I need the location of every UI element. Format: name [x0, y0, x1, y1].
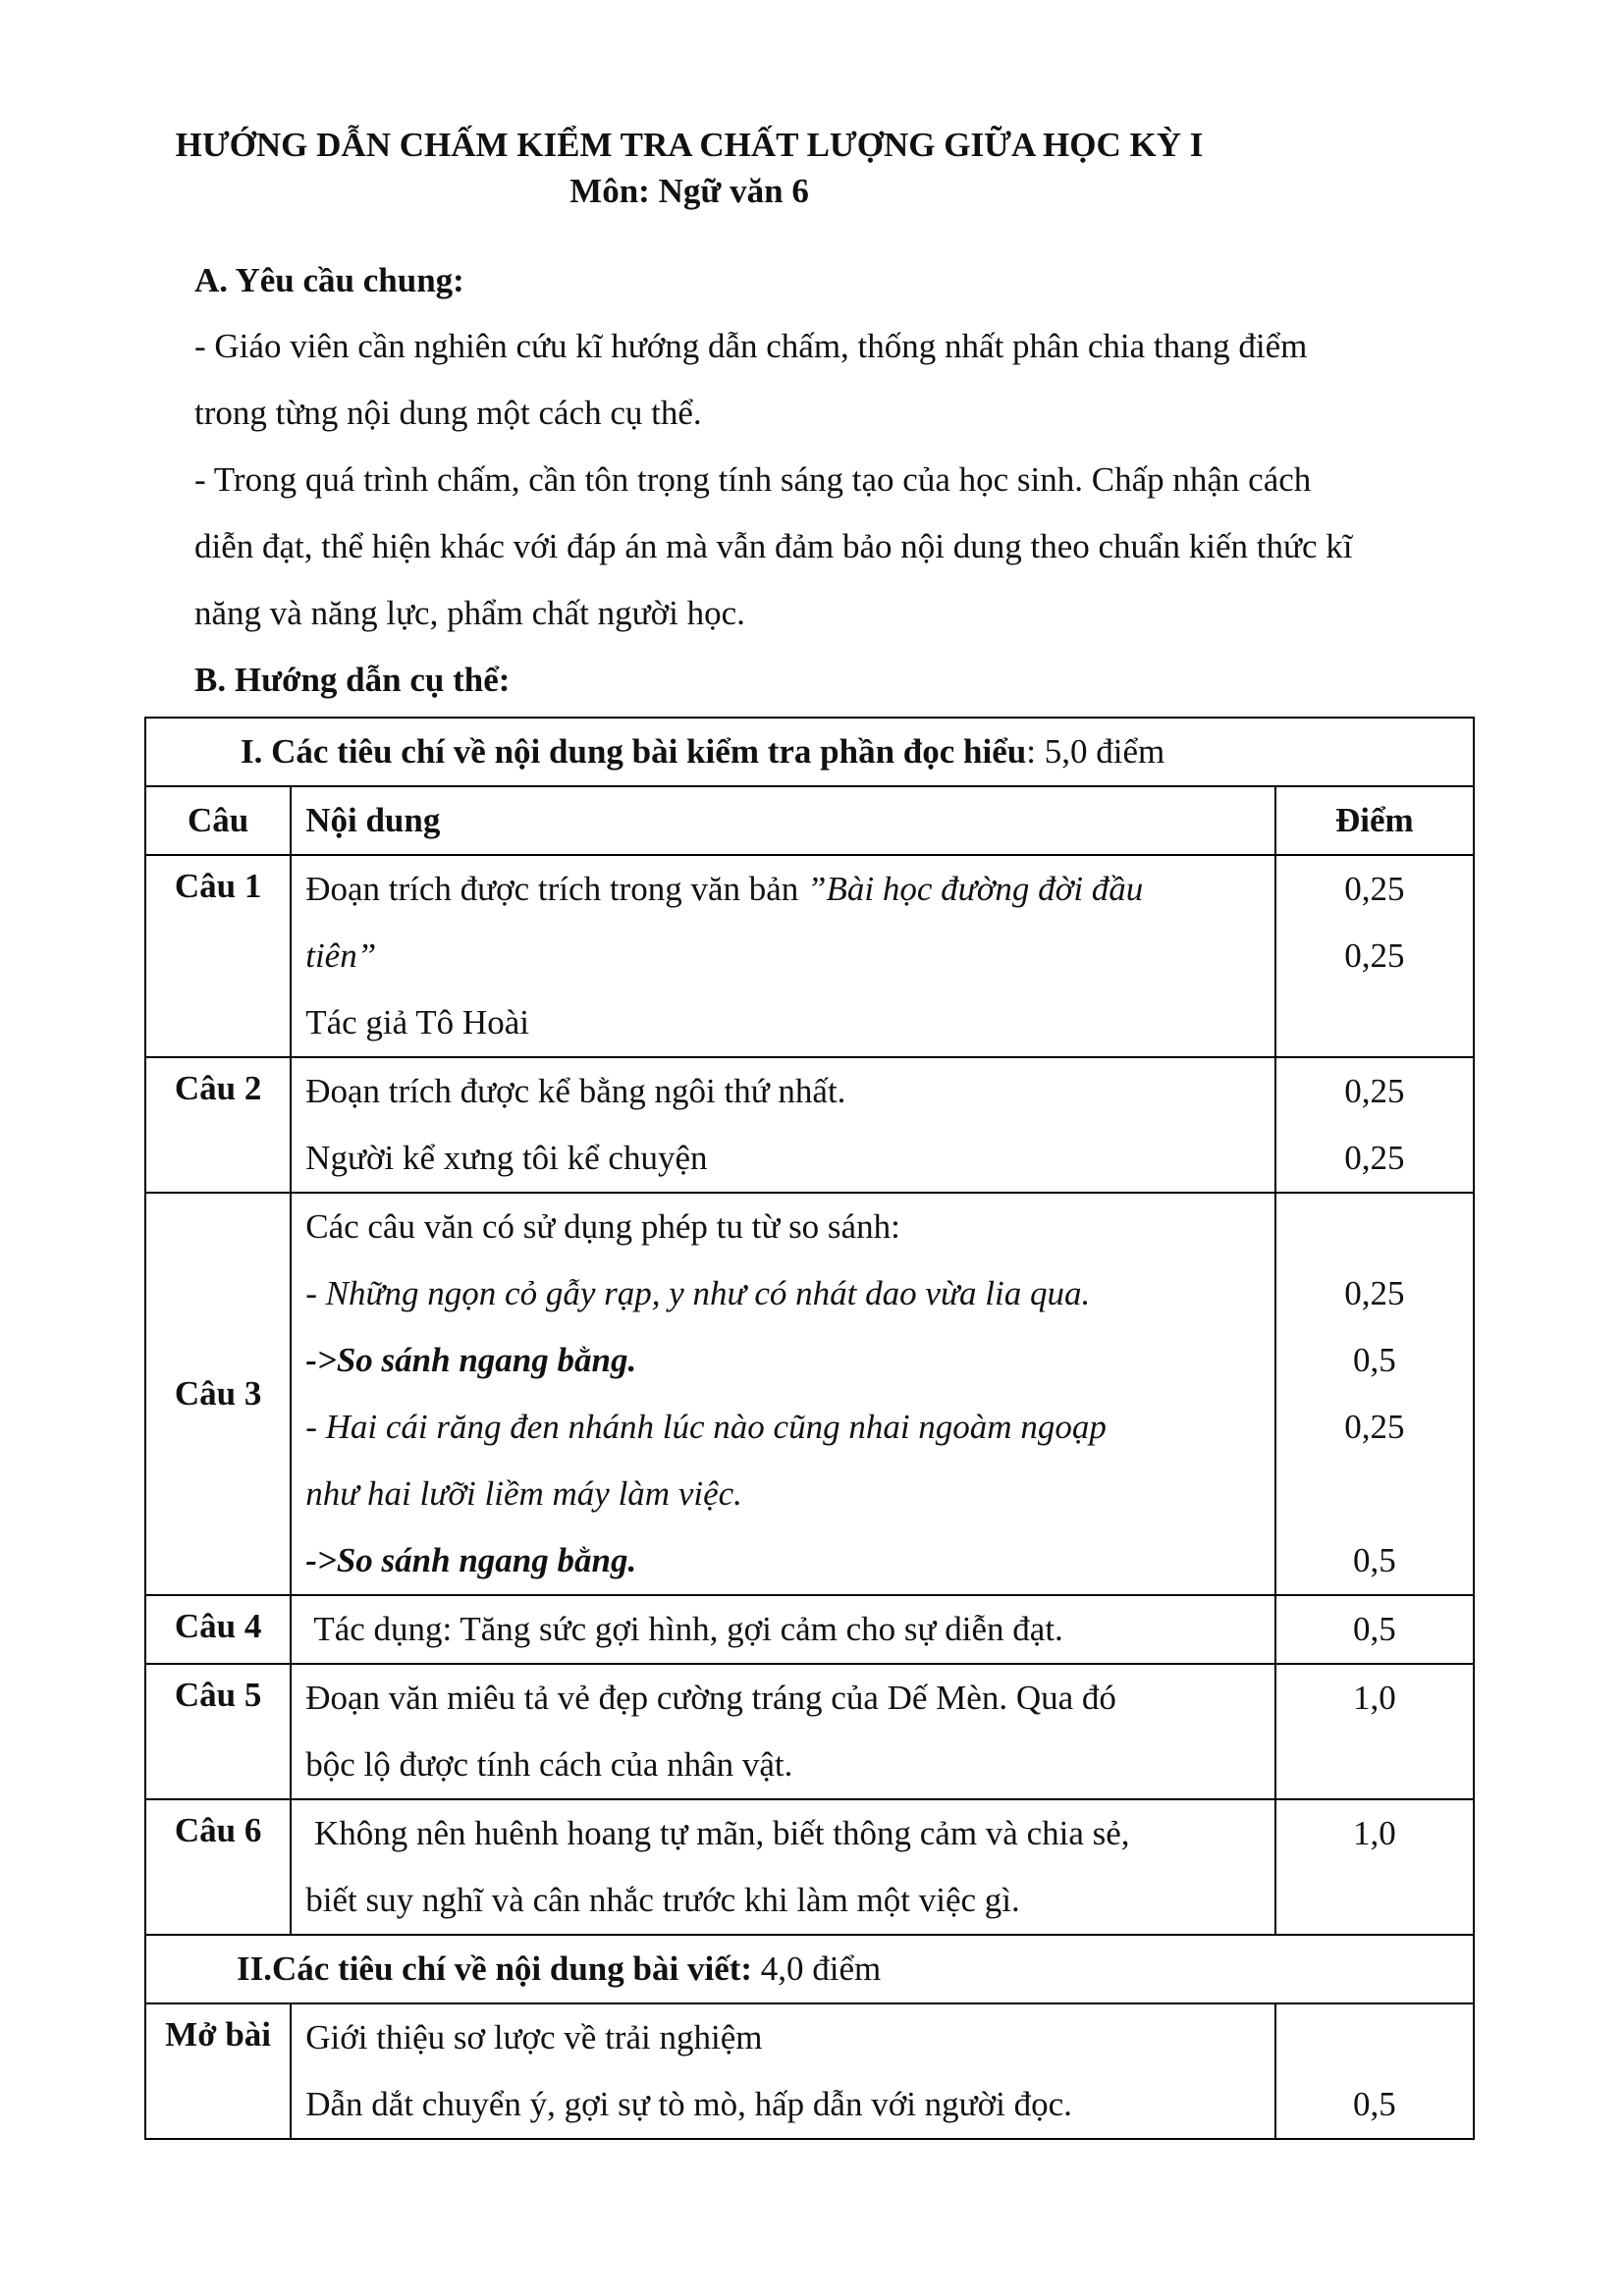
score-value: 0,25	[1344, 1072, 1405, 1110]
score-value: 0,25	[1344, 1408, 1405, 1446]
mobai-text-line: Dẫn dắt chuyển ý, gợi sự tò mò, hấp dẫn với người đọc.	[305, 2085, 1072, 2123]
question-label: Câu 2	[145, 1057, 291, 1193]
q2-text-line: Người kể xưng tôi kể chuyện	[305, 1139, 708, 1177]
q6-text-line: Không nên huênh hoang tự mãn, biết thông cảm và chia sẻ,	[305, 1814, 1130, 1852]
q1-text-author: Tác giả Tô Hoài	[305, 1003, 529, 1041]
question-row-4	[145, 1595, 1474, 1664]
question-content	[291, 1057, 1274, 1193]
question-label: Câu 6	[145, 1799, 291, 1935]
score-value: 0,25	[1344, 1274, 1405, 1312]
section-a-para1-line1: - Giáo viên cần nghiên cứu kĩ hướng dẫn chấm, thống nhất phân chia thang điểm	[194, 327, 1308, 365]
question-score	[1275, 1057, 1474, 1193]
question-row-6	[145, 1799, 1474, 1935]
score-value: 0,5	[1352, 1610, 1396, 1648]
question-content	[291, 1664, 1274, 1799]
score-value: 1,0	[1352, 1679, 1396, 1717]
mobai-score	[1275, 2003, 1474, 2139]
part1-title	[145, 718, 1474, 786]
section-a-para2-line2: diễn đạt, thể hiện khác với đáp án mà vẫn đảm bảo nội dung theo chuẩn kiến thức kĩ	[194, 527, 1353, 565]
question-score	[1275, 855, 1474, 1057]
question-content	[291, 855, 1274, 1057]
question-score	[1275, 1595, 1474, 1664]
q3-conclusion-2: ->So sánh ngang bằng.	[305, 1541, 637, 1579]
score-value: 0,25	[1344, 1139, 1405, 1177]
question-content	[291, 1799, 1274, 1935]
q1-text-plain: Đoạn trích được trích trong văn bản	[305, 870, 808, 908]
score-value: 0,5	[1352, 1341, 1396, 1379]
part1-title-bold: I. Các tiêu chí về nội dung bài kiểm tra phần đọc hiểu	[241, 732, 1027, 771]
q1-text-title: ”Bài học đường đời đầu	[807, 870, 1144, 908]
question-label: Câu 1	[145, 855, 291, 1057]
mobai-label: Mở bài	[145, 2003, 291, 2139]
part1-title-score: : 5,0 điểm	[1026, 732, 1165, 771]
section-a-heading: A. Yêu cầu chung:	[194, 261, 464, 299]
question-row-1	[145, 855, 1474, 1057]
section-a-para2-line3: năng và năng lực, phẩm chất người học.	[194, 594, 745, 632]
score-value: 0,25	[1344, 936, 1405, 975]
score-value: 0,5	[1352, 1541, 1396, 1579]
col-header-cau: Câu	[145, 786, 291, 855]
q3-conclusion-1: ->So sánh ngang bằng.	[305, 1341, 637, 1379]
column-header-row	[145, 786, 1474, 855]
q5-text-line: Đoạn văn miêu tả vẻ đẹp cường tráng của Dế Mèn. Qua đó	[305, 1679, 1116, 1717]
q1-text-title-cont: tiên”	[305, 936, 377, 975]
q4-text-line: Tác dụng: Tăng sức gợi hình, gợi cảm cho sự diễn đạt.	[305, 1610, 1063, 1648]
q3-example-2-cont: như hai lưỡi liềm máy làm việc.	[305, 1474, 742, 1513]
question-label: Câu 3	[145, 1193, 291, 1595]
part1-header-row	[145, 718, 1474, 786]
question-score	[1275, 1193, 1474, 1595]
mobai-text-line: Giới thiệu sơ lược về trải nghiệm	[305, 2018, 763, 2056]
part2-title-bold: II.Các tiêu chí về nội dung bài viết:	[237, 1949, 753, 1988]
part2-title	[145, 1935, 1474, 2003]
mobai-row	[145, 2003, 1474, 2139]
part2-header-row	[145, 1935, 1474, 2003]
section-a-para1-line2: trong từng nội dung một cách cụ thể.	[194, 394, 702, 432]
q6-text-line: biết suy nghĩ và cân nhắc trước khi làm một việc gì.	[305, 1881, 1020, 1919]
question-label: Câu 4	[145, 1595, 291, 1664]
question-content	[291, 1193, 1274, 1595]
mobai-content	[291, 2003, 1274, 2139]
col-header-diem: Điểm	[1275, 786, 1474, 855]
grading-table	[144, 717, 1475, 2140]
question-row-3	[145, 1193, 1474, 1595]
q2-text-line: Đoạn trích được kể bằng ngôi thứ nhất.	[305, 1072, 846, 1110]
score-value: 1,0	[1352, 1814, 1396, 1852]
question-row-5	[145, 1664, 1474, 1799]
q3-example-2: - Hai cái răng đen nhánh lúc nào cũng nhai ngoàm ngoạp	[305, 1408, 1107, 1446]
section-a-para2-line1: - Trong quá trình chấm, cần tôn trọng tính sáng tạo của học sinh. Chấp nhận cách	[194, 460, 1312, 499]
question-score	[1275, 1664, 1474, 1799]
col-header-noidung: Nội dung	[291, 786, 1274, 855]
question-label: Câu 5	[145, 1664, 291, 1799]
q3-example-1: - Những ngọn cỏ gẫy rạp, y như có nhát dao vừa lia qua.	[305, 1274, 1091, 1312]
score-value: 0,5	[1352, 2085, 1396, 2123]
question-content	[291, 1595, 1274, 1664]
q5-text-line: bộc lộ được tính cách của nhân vật.	[305, 1745, 793, 1784]
q3-text-line: Các câu văn có sử dụng phép tu từ so sánh:	[305, 1207, 900, 1246]
subject-line: Môn: Ngữ văn 6	[569, 172, 809, 210]
section-b-heading: B. Hướng dẫn cụ thể:	[194, 661, 511, 699]
part2-title-score: 4,0 điểm	[752, 1949, 882, 1988]
question-score	[1275, 1799, 1474, 1935]
question-row-2	[145, 1057, 1474, 1193]
score-value: 0,25	[1344, 870, 1405, 908]
document-title: HƯỚNG DẪN CHẤM KIỂM TRA CHẤT LƯỢNG GIỮA HỌC KỲ I	[175, 126, 1204, 164]
